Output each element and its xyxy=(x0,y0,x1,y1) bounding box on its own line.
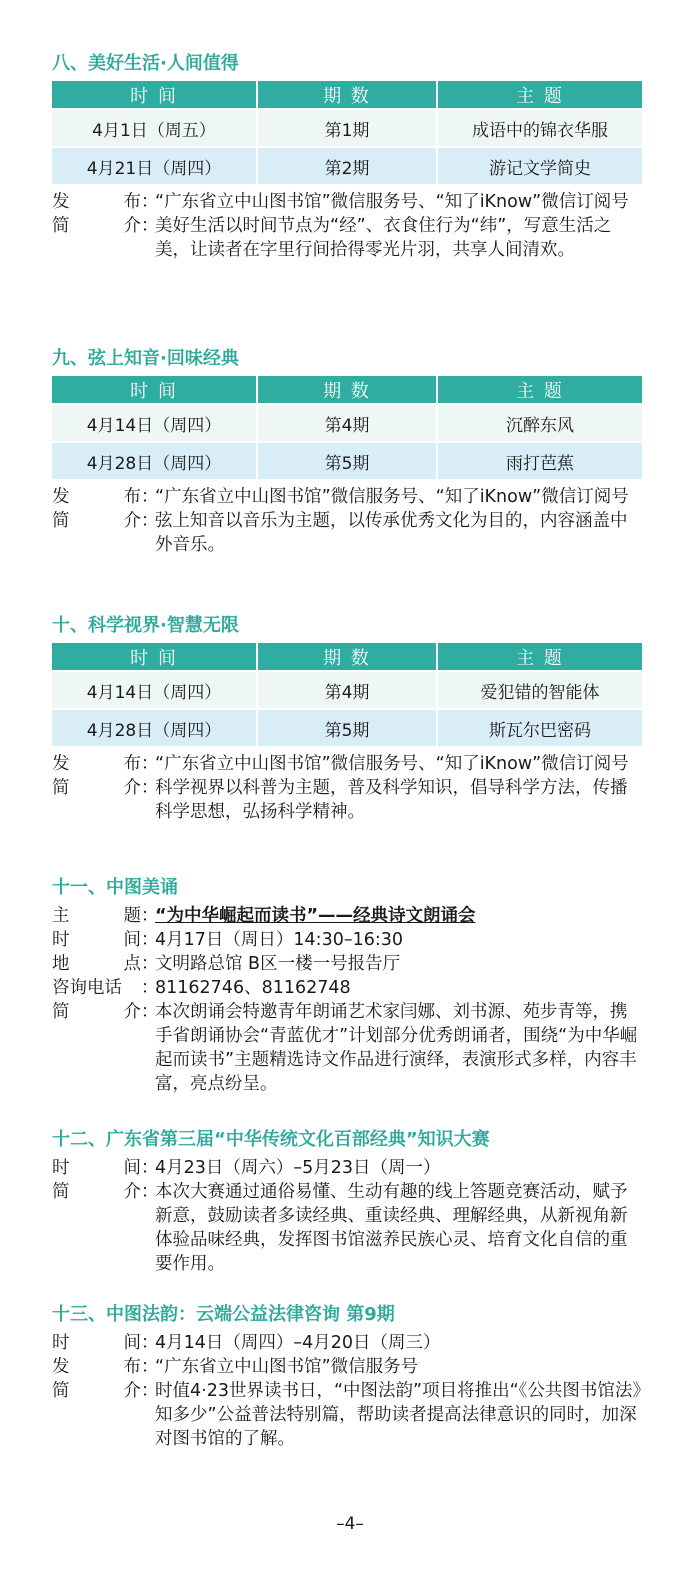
publish-value: “广东省立中山图书馆”微信服务号、“知了iKnow”微信订阅号 xyxy=(155,487,629,507)
header-time: 时 间 xyxy=(52,643,257,671)
info-block xyxy=(52,752,644,824)
schedule-table xyxy=(52,81,642,184)
table-row xyxy=(52,109,642,147)
publish-value: “广东省立中山图书馆”微信服务号、“知了iKnow”微信订阅号 xyxy=(155,192,629,212)
header-time: 时 间 xyxy=(52,376,257,404)
table-row xyxy=(52,442,642,479)
schedule-table xyxy=(52,376,642,479)
publish-label: 发 布 xyxy=(52,1357,141,1377)
table-row xyxy=(52,709,642,746)
theme-value: “为中华崛起而读书”——经典诗文朗诵会 xyxy=(155,906,476,926)
cell-time: 4月1日（周五） xyxy=(52,109,257,147)
cell-topic: 爱犯错的智能体 xyxy=(437,671,642,709)
publish-row: 发 布 ： “广东省立中山图书馆”微信服务号、“知了iKnow”微信订阅号 xyxy=(52,752,644,776)
table-header xyxy=(52,81,642,109)
schedule-table xyxy=(52,643,642,746)
publish-value: “广东省立中山图书馆”微信服务号 xyxy=(155,1357,419,1377)
info-block xyxy=(52,485,644,557)
time-value: 4月23日（周六）–5月23日（周一） xyxy=(155,1158,441,1178)
intro-row: 简 介 ： 时值4·23世界读书日，“中图法韵”项目将推出“《公共图书馆法》知多少”公益普法特别篇，帮助读者提高法律意识的同时，加深对图书馆的了解。 xyxy=(52,1379,644,1451)
section-title: 十一、中图美诵 xyxy=(52,877,178,898)
cell-issue: 第4期 xyxy=(257,671,437,709)
table-row xyxy=(52,404,642,442)
intro-label: 简 介 xyxy=(52,1002,141,1022)
cell-topic: 沉醉东风 xyxy=(437,404,642,442)
cell-time: 4月14日（周四） xyxy=(52,671,257,709)
table-header xyxy=(52,376,642,404)
publish-row: 发 布 ： “广东省立中山图书馆”微信服务号 xyxy=(52,1355,644,1379)
table-row xyxy=(52,147,642,184)
section-title: 九、弦上知音·回味经典 xyxy=(52,348,239,369)
header-issue: 期 数 xyxy=(257,376,437,404)
phone-label: 咨询电话 xyxy=(52,978,122,998)
cell-time: 4月14日（周四） xyxy=(52,404,257,442)
intro-label: 简 介 xyxy=(52,216,141,236)
publish-label: 发 布 xyxy=(52,754,141,774)
publish-label: 发 布 xyxy=(52,487,141,507)
cell-time: 4月28日（周四） xyxy=(52,709,257,746)
section-9 xyxy=(52,347,644,557)
page-number: –4– xyxy=(336,1514,364,1534)
info-block xyxy=(52,1156,644,1276)
time-label: 时 间 xyxy=(52,1333,141,1353)
intro-row: 简 介 ： 美好生活以时间节点为“经”、衣食住行为“纬”，写意生活之美，让读者在字里行间拾得零光片羽，共享人间清欢。 xyxy=(52,214,644,262)
section-title: 十、科学视界·智慧无限 xyxy=(52,615,239,636)
section-title: 十三、中图法韵：云端公益法律咨询 第9期 xyxy=(52,1304,395,1325)
info-block xyxy=(52,904,644,1096)
time-row: 时 间 ： 4月23日（周六）–5月23日（周一） xyxy=(52,1156,644,1180)
time-label: 时 间 xyxy=(52,1158,141,1178)
cell-topic: 成语中的锦衣华服 xyxy=(437,109,642,147)
publish-row: 发 布 ： “广东省立中山图书馆”微信服务号、“知了iKnow”微信订阅号 xyxy=(52,485,644,509)
intro-value: 时值4·23世界读书日，“中图法韵”项目将推出“《公共图书馆法》知多少”公益普法特别篇，帮助读者提高法律意识的同时，加深对图书馆的了解。 xyxy=(155,1381,642,1449)
header-issue: 期 数 xyxy=(257,643,437,671)
cell-issue: 第5期 xyxy=(257,709,437,746)
cell-topic: 游记文学简史 xyxy=(437,147,642,184)
intro-row: 简 介 ： 本次朗诵会特邀青年朗诵艺术家闫娜、刘书源、苑步青等，携手省朗诵协会“青蓝优才”计划部分优秀朗诵者，围绕“为中华崛起而读书”主题精选诗文作品进行演绎，表演形式多样，内容丰富，亮点纷呈。 xyxy=(52,1000,644,1096)
intro-value: 弦上知音以音乐为主题，以传承优秀文化为目的，内容涵盖中外音乐。 xyxy=(155,511,628,555)
publish-row: 发 布 ： “广东省立中山图书馆”微信服务号、“知了iKnow”微信订阅号 xyxy=(52,190,644,214)
theme-label: 主 题 xyxy=(52,906,141,926)
section-10 xyxy=(52,614,644,824)
intro-value: 本次大赛通过通俗易懂、生动有趣的线上答题竞赛活动，赋予新意，鼓励读者多读经典、重读经典、理解经典，从新视角新体验品味经典，发挥图书馆滋养民族心灵、培育文化自信的重要作用。 xyxy=(155,1182,628,1274)
intro-value: 科学视界以科普为主题，普及科学知识，倡导科学方法，传播科学思想，弘扬科学精神。 xyxy=(155,778,628,822)
phone-value: 81162746、81162748 xyxy=(155,978,351,998)
section-title: 八、美好生活·人间值得 xyxy=(52,53,239,74)
header-topic: 主 题 xyxy=(437,376,642,404)
section-title: 十二、广东省第三届“中华传统文化百部经典”知识大赛 xyxy=(52,1129,490,1150)
info-block xyxy=(52,1331,644,1451)
phone-row: 咨询电话 ： 81162746、81162748 xyxy=(52,976,644,1000)
intro-row: 简 介 ： 弦上知音以音乐为主题，以传承优秀文化为目的，内容涵盖中外音乐。 xyxy=(52,509,644,557)
cell-time: 4月28日（周四） xyxy=(52,442,257,479)
cell-issue: 第2期 xyxy=(257,147,437,184)
info-block xyxy=(52,190,644,262)
section-12 xyxy=(52,1128,644,1276)
cell-topic: 雨打芭蕉 xyxy=(437,442,642,479)
table-row xyxy=(52,671,642,709)
section-13 xyxy=(52,1303,644,1451)
place-row: 地 点 ： 文明路总馆 B区一楼一号报告厅 xyxy=(52,952,644,976)
publish-label: 发 布 xyxy=(52,192,141,212)
time-value: 4月17日（周日）14:30–16:30 xyxy=(155,930,404,950)
intro-label: 简 介 xyxy=(52,511,141,531)
intro-value: 美好生活以时间节点为“经”、衣食住行为“纬”，写意生活之美，让读者在字里行间拾得零光片羽，共享人间清欢。 xyxy=(155,216,612,260)
cell-issue: 第1期 xyxy=(257,109,437,147)
header-issue: 期 数 xyxy=(257,81,437,109)
intro-label: 简 介 xyxy=(52,778,141,798)
intro-label: 简 介 xyxy=(52,1182,141,1202)
header-topic: 主 题 xyxy=(437,81,642,109)
place-value: 文明路总馆 B区一楼一号报告厅 xyxy=(155,954,401,974)
section-8 xyxy=(52,52,644,262)
intro-row: 简 介 ： 科学视界以科普为主题，普及科学知识，倡导科学方法，传播科学思想，弘扬科学精神。 xyxy=(52,776,644,824)
cell-topic: 斯瓦尔巴密码 xyxy=(437,709,642,746)
theme-row: 主 题 ： “为中华崛起而读书”——经典诗文朗诵会 xyxy=(52,904,644,928)
header-topic: 主 题 xyxy=(437,643,642,671)
time-label: 时 间 xyxy=(52,930,141,950)
intro-label: 简 介 xyxy=(52,1381,141,1401)
header-time: 时 间 xyxy=(52,81,257,109)
intro-row: 简 介 ： 本次大赛通过通俗易懂、生动有趣的线上答题竞赛活动，赋予新意，鼓励读者多读经典、重读经典、理解经典，从新视角新体验品味经典，发挥图书馆滋养民族心灵、培育文化自信的重要作用。 xyxy=(52,1180,644,1276)
cell-time: 4月21日（周四） xyxy=(52,147,257,184)
time-value: 4月14日（周四）–4月20日（周三） xyxy=(155,1333,441,1353)
time-row: 时 间 ： 4月14日（周四）–4月20日（周三） xyxy=(52,1331,644,1355)
time-row: 时 间 ： 4月17日（周日）14:30–16:30 xyxy=(52,928,644,952)
table-header xyxy=(52,643,642,671)
publish-value: “广东省立中山图书馆”微信服务号、“知了iKnow”微信订阅号 xyxy=(155,754,629,774)
section-11 xyxy=(52,876,644,1096)
intro-value: 本次朗诵会特邀青年朗诵艺术家闫娜、刘书源、苑步青等，携手省朗诵协会“青蓝优才”计划部分优秀朗诵者，围绕“为中华崛起而读书”主题精选诗文作品进行演绎，表演形式多样，内容丰富，亮点纷呈。 xyxy=(155,1002,638,1094)
place-label: 地 点 xyxy=(52,954,141,974)
cell-issue: 第5期 xyxy=(257,442,437,479)
cell-issue: 第4期 xyxy=(257,404,437,442)
